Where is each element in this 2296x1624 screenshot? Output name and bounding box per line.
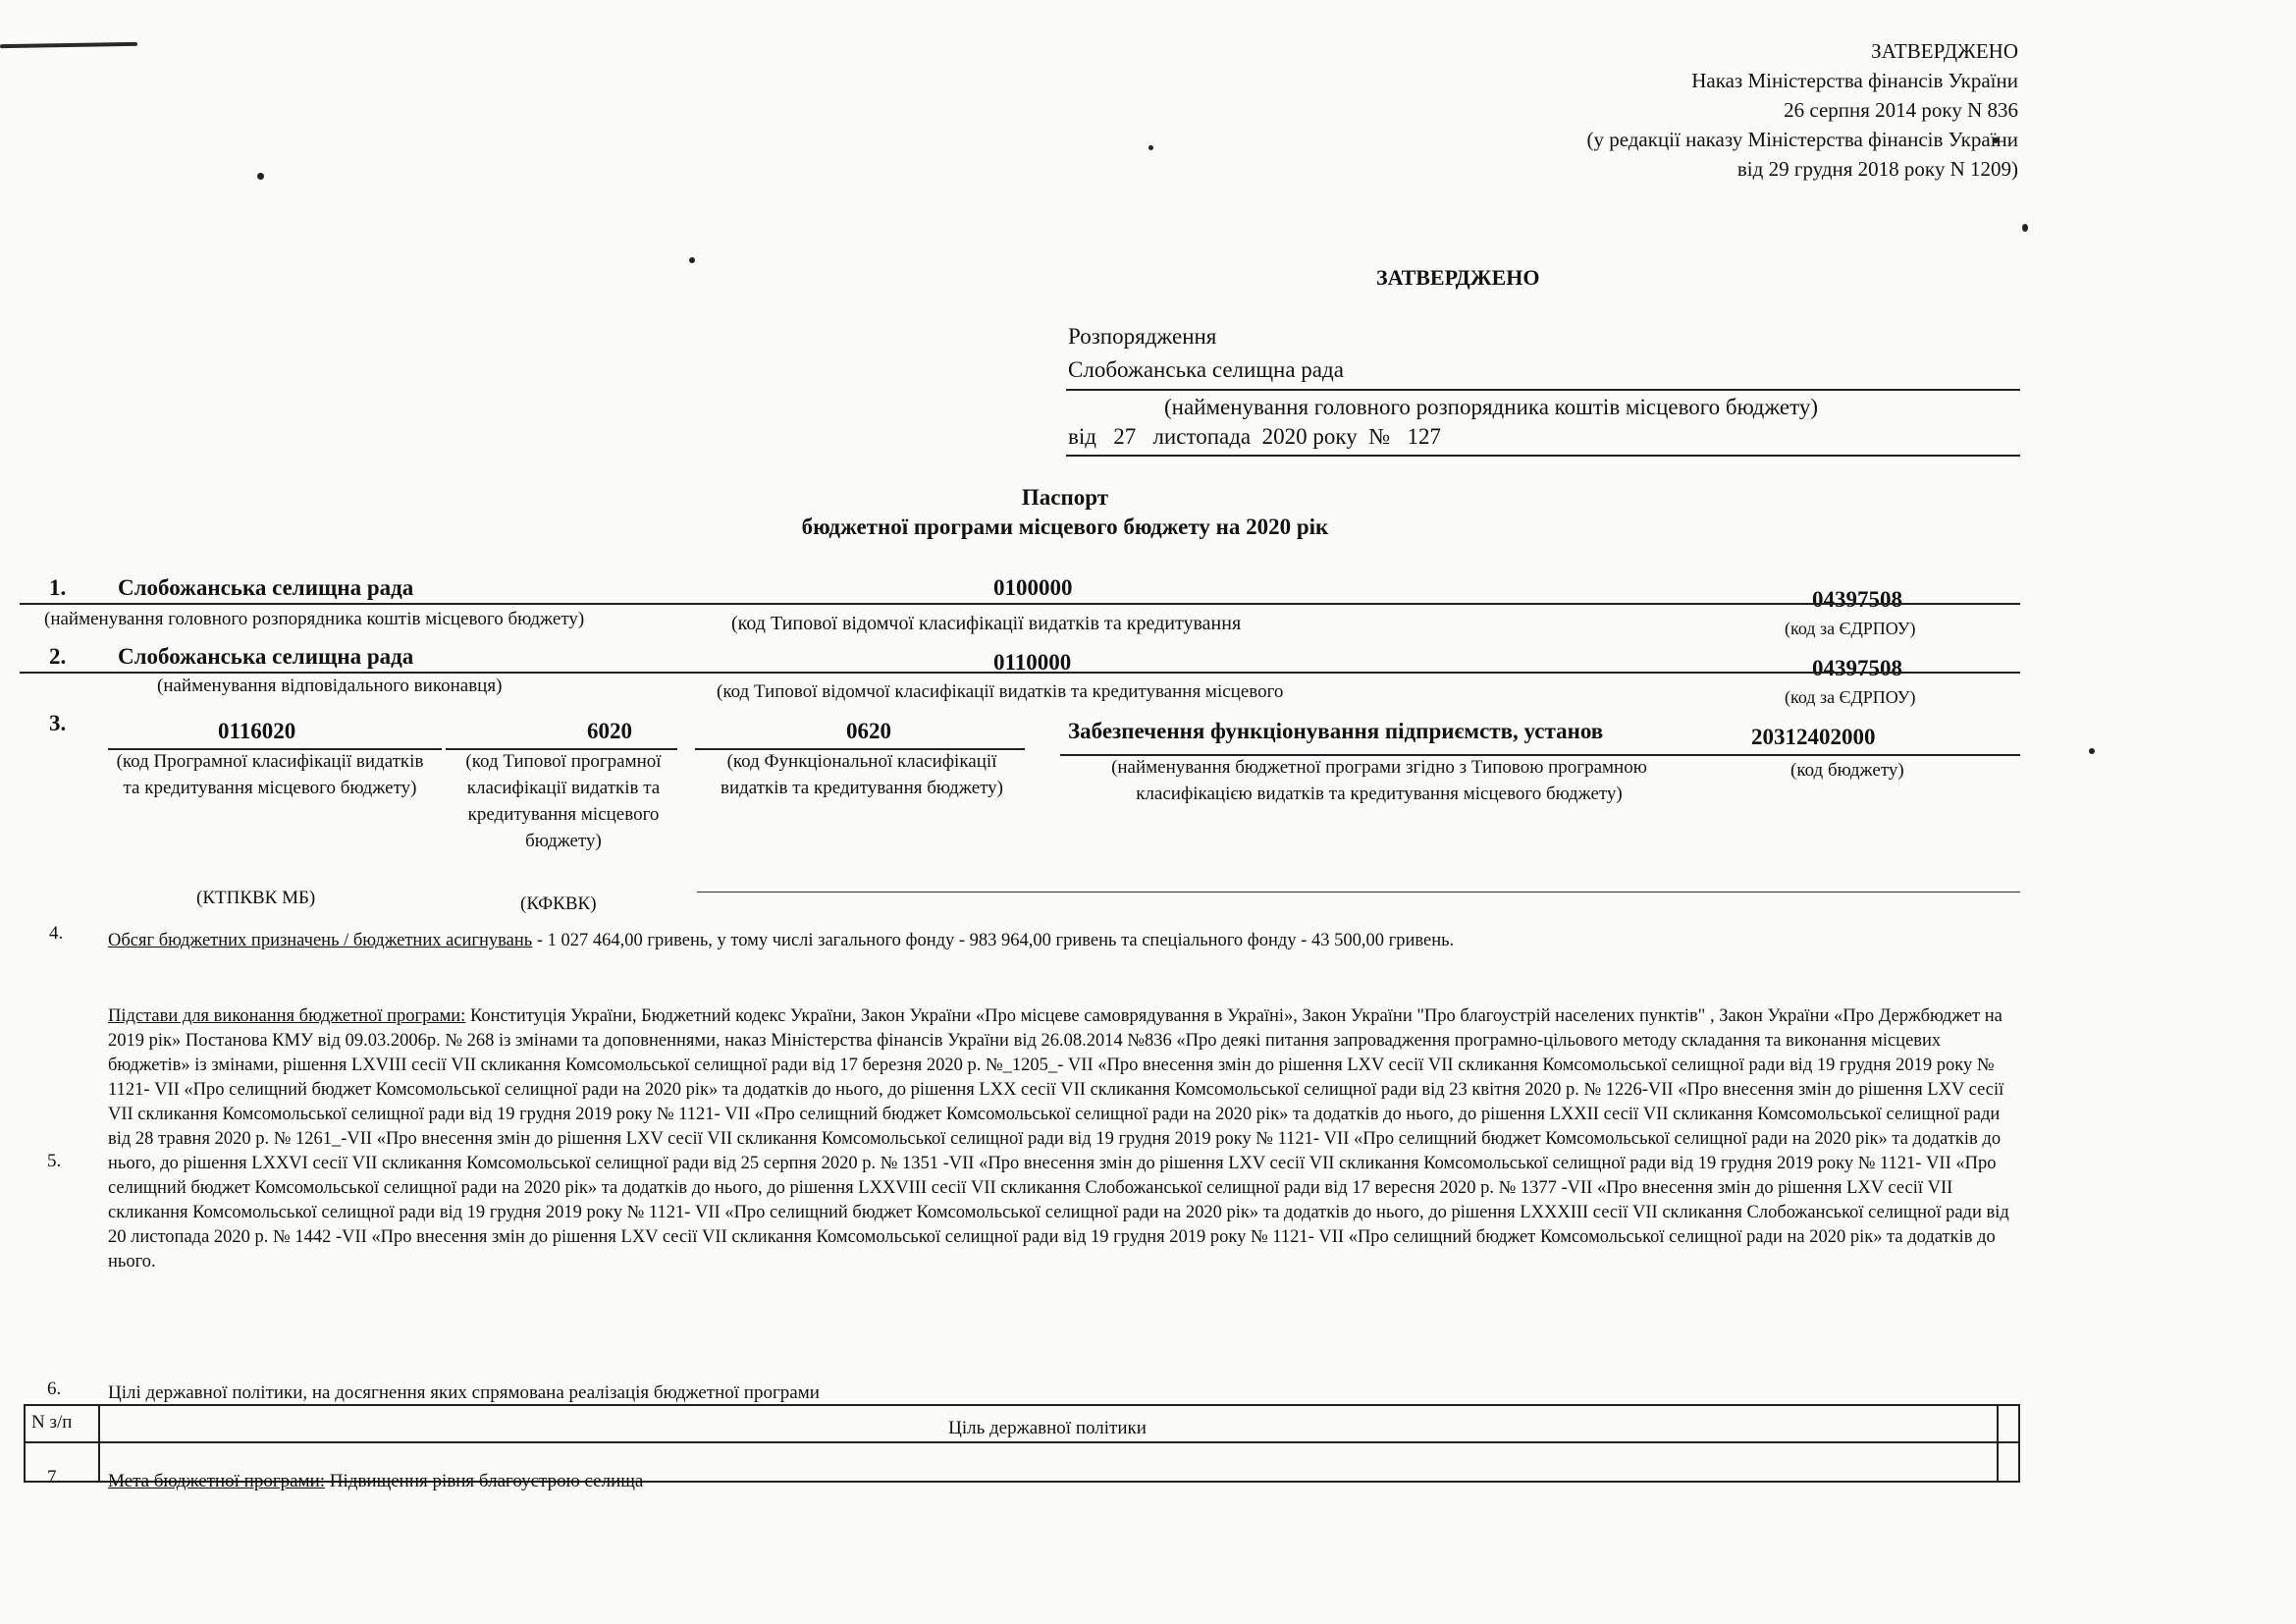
edrpou-caption: (код за ЄДРПОУ)	[1785, 619, 1916, 638]
policy-goals-label: Цілі державної політики, на досягнення яких спрямована реалізація бюджетної програми	[108, 1382, 820, 1403]
section-number: 1.	[49, 575, 67, 600]
approved-org-caption: (найменування головного розпорядника коштів місцевого бюджету)	[1164, 395, 1819, 419]
main-manager-name-caption: (найменування головного розпорядника коштів місцевого бюджету)	[44, 609, 585, 629]
order-number: 127	[1407, 424, 1441, 449]
approved-title: ЗАТВЕРДЖЕНО	[1376, 265, 1540, 290]
section-number: 5.	[47, 1151, 62, 1171]
main-manager-code: 0100000	[993, 575, 1073, 600]
scan-speck	[2089, 748, 2095, 754]
number-prefix: №	[1368, 424, 1391, 449]
executor-edrpou: 04397508	[1812, 656, 1902, 680]
main-manager-name: Слобожанська селищна рада	[118, 575, 414, 600]
section-number: 4.	[49, 923, 64, 944]
basis-label: Підстави для виконання бюджетної програми:	[108, 1006, 466, 1026]
executor-name: Слобожанська селищна рада	[118, 644, 414, 669]
executor-code-caption: (код Типової відомчої класифікації видатків та кредитування місцевого	[717, 681, 1284, 702]
document-title: Паспорт	[1021, 485, 1109, 510]
main-manager-code-caption: (код Типової відомчої класифікації видатків та кредитування	[731, 613, 1242, 634]
stamp-line: (у редакції наказу Міністерства фінансів України	[1586, 128, 2018, 151]
stamp-line: від 29 грудня 2018 року N 1209)	[1736, 157, 2018, 181]
kfkvk-caption: (код Типової програмної класифікації видатків та кредитування місцевого бюджету)	[465, 751, 662, 851]
date-prefix: від	[1068, 424, 1096, 449]
date-year: 2020 року	[1261, 424, 1358, 449]
budget-caption: (код бюджету)	[1790, 760, 1904, 781]
program-caption: (найменування бюджетної програми згідно з Типовою програмною класифікацією видатків та кредитування місцевого бюджету)	[1111, 757, 1647, 804]
date-day: 27	[1113, 424, 1137, 449]
ktpkvk-short-label: (КТПКВК МБ)	[196, 888, 316, 908]
basis-text: Конституція України, Бюджетний кодекс України, Закон України «Про місцеве самоврядування в Україні», Закон України "Про благоустрій населених пунктів" , Закон України «Про Держбюджет на 2019 рік» Постанова КМУ від 09.03.2006р. № 268 із змінами та доповненнями, наказ Міністерства фінансів України від 26.08.2014 №836 «Про деякі питання запровадження програмно-цільового методу складання та виконання місцевих бюджетів» із змінами, рішення LXVIII сесії VII скликання Комсомольської селищної ради від 17 березня 2020 р. №_1205_- VII «Про внесення змін до рішення LXV сесії VII скликання Комсомольської селищної ради від 19 грудня 2019 року № 1121- VII «Про селищний бюджет Комсомольської селищної ради на 2020 рік» та додатків до нього, до рішення LXX сесії VII скликання Комсомольської селищної ради від 23 квітня 2020 р. № 1226-VII «Про внесення змін до рішення LXV сесії VII скликання Комсомольської селищної ради від 19 грудня 2019 року № 1121- VII «Про селищний бюджет Комсомольської селищної ради на 2020 рік» та додатків до нього, до рішення LXXII сесії VII скликання Комсомольської селищної ради від 28 травня 2020 р. № 1261_-VII «Про внесення змін до рішення LXV сесії VII скликання Комсомольської селищної ради від 19 грудня 2019 року № 1121- VII «Про селищний бюджет Комсомольської селищної ради на 2020 рік» та додатків до нього, до рішення LXXVI сесії VII скликання Комсомольської селищної ради від 25 серпня 2020 р. № 1351 -VII «Про внесення змін до рішення LXV сесії VII скликання Комсомольської селищної ради від 19 грудня 2019 року № 1121- VII «Про селищний бюджет Комсомольської селищної ради на 2020 рік» та додатків до нього, до рішення LXXVIII сесії VII скликання Слобожанської селищної ради від 17 вересня 2020 р. № 1377 -VII «Про внесення змін до рішення LXV сесії VII скликання Комсомольської селищної ради від 19 грудня 2019 року № 1121- VII «Про селищний бюджет Комсомольської селищної ради на 2020 рік» та додатків до нього, до рішення LXXXIII сесії VII скликання Слобожанської селищної ради від 20 листопада 2020 р. № 1442 -VII «Про внесення змін до рішення LXV сесії VII скликання Комсомольської селищної ради від 19 грудня 2019 року № 1121- VII «Про селищний бюджет Комсомольської селищної ради на 2020 рік» та додатків до нього.	[108, 1006, 2009, 1272]
program-basis	[108, 1004, 2022, 1274]
divider	[20, 672, 2020, 674]
purpose-text: Підвищення рівня благоустрою селища	[325, 1471, 644, 1491]
executor-code: 0110000	[993, 650, 1072, 675]
pen-mark	[0, 42, 137, 48]
document-subtitle: бюджетної програми місцевого бюджету на 2020 рік	[801, 514, 1329, 539]
program-purpose	[108, 1471, 643, 1492]
ktpkvk-caption: (код Програмної класифікації видатків та кредитування місцевого бюджету)	[116, 751, 424, 798]
row-divider	[26, 1441, 2018, 1443]
divider	[1066, 455, 2020, 457]
kfkvk-code: 6020	[587, 719, 632, 743]
program-name: Забезпечення функціонування підприємств, установ	[1068, 719, 1604, 743]
approved-doc-type: Розпорядження	[1068, 324, 1217, 349]
allocation-text: - 1 027 464,00 гривень, у тому числі загального фонду - 983 964,00 гривень та спеціального фонду - 43 500,00 гривень.	[532, 931, 1455, 950]
purpose-label: Мета бюджетної програми:	[108, 1471, 326, 1491]
column-header-goal: Ціль державної політики	[948, 1418, 1147, 1438]
section-number: 2.	[49, 644, 67, 669]
stamp-line: 26 серпня 2014 року N 836	[1784, 98, 2018, 122]
column-header-number: N з/п	[31, 1412, 73, 1433]
scan-speck	[1148, 145, 1153, 150]
allocation-label: Обсяг бюджетних призначень / бюджетних асигнувань	[108, 931, 533, 950]
approved-org-name: Слобожанська селищна рада	[1068, 357, 1344, 382]
scan-speck	[689, 257, 695, 263]
approved-date	[1068, 424, 1441, 450]
stamp-line: Наказ Міністерства фінансів України	[1691, 69, 2018, 92]
section-number: 3.	[49, 711, 67, 735]
main-manager-edrpou: 04397508	[1812, 587, 1902, 612]
edrpou-caption: (код за ЄДРПОУ)	[1785, 687, 1916, 707]
scan-speck	[257, 173, 264, 180]
budget-allocation	[108, 931, 1454, 951]
functional-caption: (код Функціональної класифікації видатків та кредитування бюджету)	[720, 751, 1004, 798]
executor-name-caption: (найменування відповідального виконавця)	[157, 676, 503, 696]
budget-code: 20312402000	[1751, 725, 1876, 749]
date-month: листопада	[1152, 424, 1252, 449]
divider	[1066, 389, 2020, 391]
stamp-line: ЗАТВЕРДЖЕНО	[1871, 39, 2018, 63]
kfkvk-short-label: (КФКВК)	[520, 893, 597, 914]
column-divider	[1997, 1406, 1999, 1481]
functional-code: 0620	[846, 719, 891, 743]
divider	[20, 603, 2020, 605]
scan-speck	[2022, 224, 2028, 232]
section-number: 7.	[47, 1467, 62, 1488]
section-number: 6.	[47, 1379, 62, 1399]
divider	[697, 892, 2020, 893]
ktpkvk-code: 0116020	[218, 719, 296, 743]
